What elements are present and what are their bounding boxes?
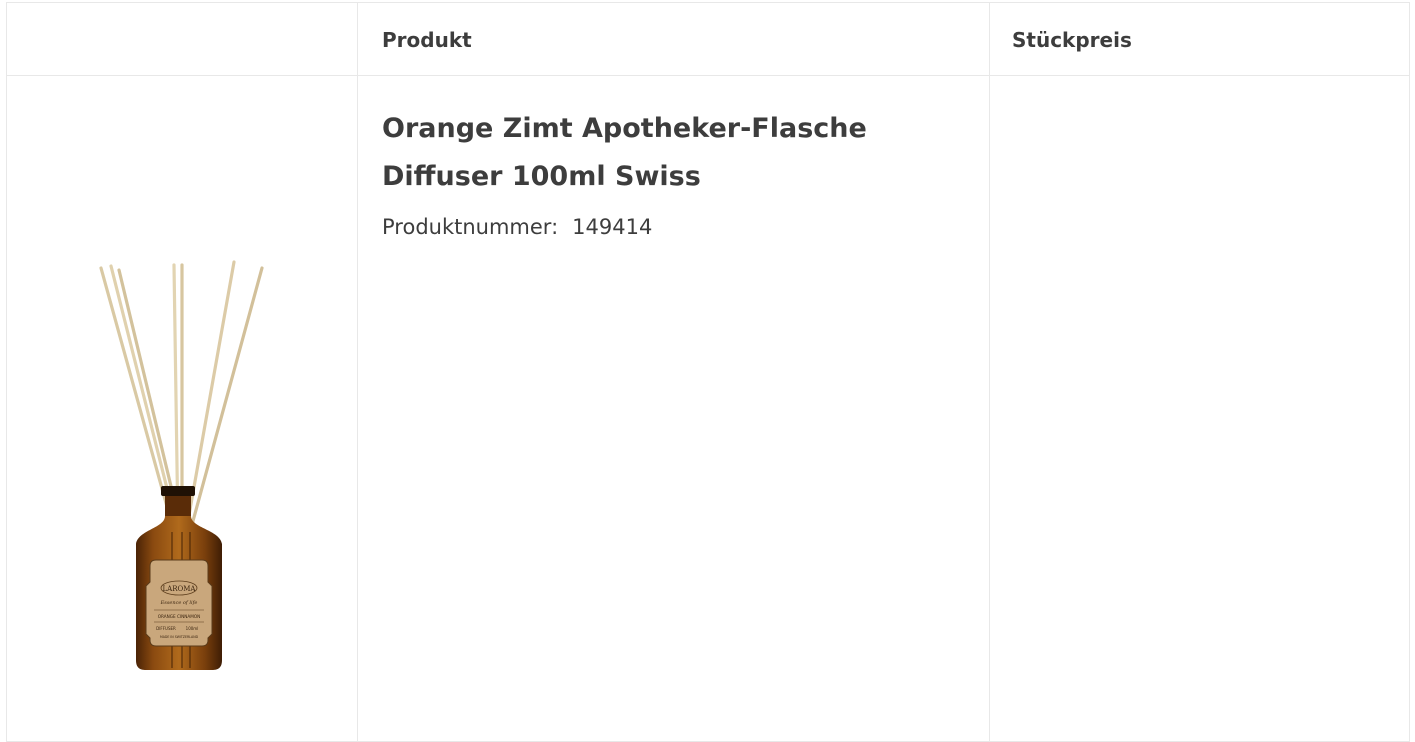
svg-text:MADE IN SWITZERLAND: MADE IN SWITZERLAND xyxy=(159,635,199,639)
product-title-link[interactable]: Orange Zimt Apotheker-Flasche Diffuser 100ml Swiss xyxy=(382,113,867,192)
bottle-cap xyxy=(161,486,195,496)
product-image[interactable] xyxy=(26,210,339,706)
cart-product-table xyxy=(6,2,1410,742)
svg-text:Essence of life: Essence of life xyxy=(160,600,198,606)
table-header-row xyxy=(7,3,1409,76)
product-number-value: 149414 xyxy=(572,215,653,239)
svg-text:LAROMA: LAROMA xyxy=(162,585,196,593)
svg-text:ORANGE CINNAMON: ORANGE CINNAMON xyxy=(157,614,201,619)
column-divider xyxy=(357,3,358,741)
column-divider xyxy=(989,3,990,741)
svg-text:100ml: 100ml xyxy=(185,626,199,631)
product-number-label: Produktnummer: xyxy=(382,215,559,239)
product-number xyxy=(382,215,652,239)
diffuser-bottle-image xyxy=(26,210,339,706)
svg-text:DIFFUSER: DIFFUSER xyxy=(156,626,176,631)
header-product: Produkt xyxy=(382,28,472,52)
header-unit-price: Stückpreis xyxy=(1012,28,1132,52)
